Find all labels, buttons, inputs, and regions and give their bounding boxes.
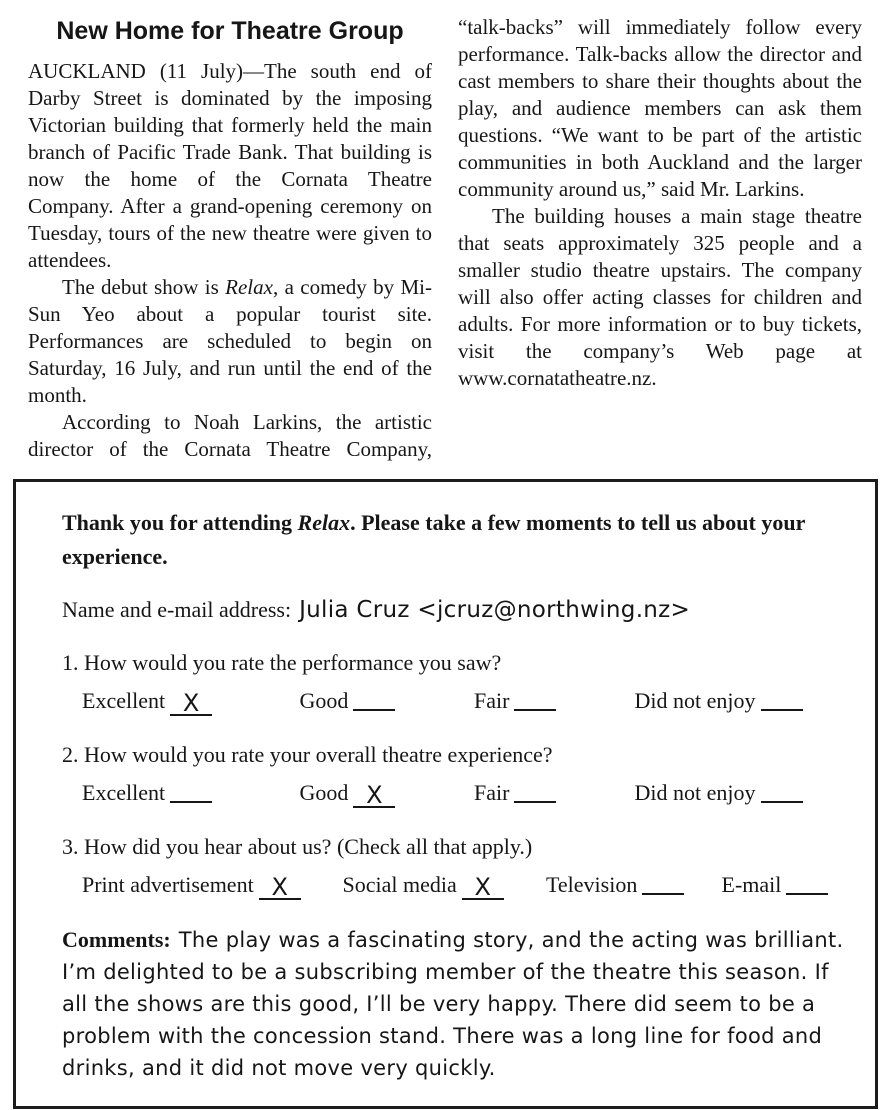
answer-blank: X — [353, 782, 395, 808]
article-paragraph — [28, 274, 432, 409]
option-fair — [474, 684, 629, 718]
name-email-value: Julia Cruz <jcruz@northwing.nz> — [299, 597, 691, 623]
question-2 — [62, 740, 845, 810]
article-paragraph: “talk-backs” will immediately follow every performance. Talk-backs allow the director and cast members to share their thoughts about the play, and audience members can ask them questions. “We want to be part of the artistic communities in both Auckland and the larger community around us,” said Mr. Larkins. — [458, 15, 862, 201]
question-1-options — [62, 684, 845, 718]
form-intro — [62, 506, 845, 574]
article — [0, 14, 890, 463]
question-2-options — [62, 776, 845, 810]
answer-blank — [170, 777, 212, 803]
answer-blank — [761, 685, 803, 711]
option-print-advertisement — [82, 868, 337, 902]
option-good — [300, 684, 469, 718]
answer-blank — [761, 777, 803, 803]
option-label: Excellent — [82, 780, 166, 805]
option-label: Print advertisement — [82, 872, 254, 897]
option-label: Good — [299, 780, 349, 805]
option-label: Good — [299, 688, 349, 713]
article-paragraph: AUCKLAND (11 July)—The south end of Darby Street is dominated by the imposing Victorian building that formerly held the main branch of Pacific Trade Bank. That building is now the home of the Cornata Theatre Company. After a grand-opening ceremony on Tuesday, tours of the new theatre were given to attendees. — [28, 59, 432, 272]
question-3 — [62, 832, 845, 902]
intro-text: . Please take a few moments to tell us about your experience. — [62, 510, 805, 569]
option-excellent — [82, 684, 294, 718]
paragraph-text: The debut show is — [62, 275, 226, 299]
question-label: 1. How would you rate the performance you saw? — [62, 650, 502, 675]
option-excellent — [82, 776, 294, 810]
answer-blank — [353, 685, 395, 711]
option-label: Did not enjoy — [634, 688, 756, 713]
option-label: Excellent — [82, 688, 166, 713]
comments-label: Comments: — [62, 927, 171, 952]
name-email-label: Name and e-mail address: — [62, 597, 292, 622]
answer-blank — [786, 869, 828, 895]
option-label: Television — [546, 872, 638, 897]
article-column-left — [28, 14, 432, 463]
answer-blank: X — [170, 690, 212, 716]
question-label: 2. How would you rate your overall theatre experience? — [62, 742, 553, 767]
name-email-row — [62, 594, 845, 626]
answer-blank — [642, 869, 684, 895]
answer-blank: X — [462, 874, 504, 900]
option-label: Did not enjoy — [634, 780, 756, 805]
option-good — [300, 776, 469, 810]
option-did-not-enjoy — [635, 684, 803, 718]
answer-blank — [514, 685, 556, 711]
answer-blank: X — [259, 874, 301, 900]
article-title: New Home for Theatre Group — [56, 17, 404, 45]
option-label: Fair — [474, 780, 510, 805]
feedback-form — [13, 479, 878, 1109]
article-column-right — [458, 14, 862, 463]
comments-text: The play was a fascinating story, and the acting was brilliant. I’m delighted to be a subscribing member of the theatre this season. If all the shows are this good, I’ll be very happy. There did seem to be a problem with the concession stand. There was a long line for food and drinks, and it did not move very quickly. — [62, 928, 844, 1080]
option-social-media — [343, 868, 541, 902]
paragraph-text: , a comedy by Mi-Sun Yeo about a popular tourist site. Performances are scheduled to begin on Saturday, 16 July, and run until the end of the month. — [28, 275, 432, 407]
intro-text: Thank you for attending — [62, 510, 298, 535]
option-label: Social media — [342, 872, 457, 897]
article-paragraph: According to Noah Larkins, the artistic director of the Cornata Theatre Company, — [28, 410, 432, 461]
option-did-not-enjoy — [635, 776, 803, 810]
answer-blank — [514, 777, 556, 803]
question-label: 3. How did you hear about us? (Check all that apply.) — [62, 834, 533, 859]
comments-section — [62, 924, 845, 1084]
question-1 — [62, 648, 845, 718]
option-label: E-mail — [721, 872, 782, 897]
option-email — [722, 868, 829, 902]
option-label: Fair — [474, 688, 510, 713]
question-3-options — [62, 868, 845, 902]
option-fair — [474, 776, 629, 810]
option-television — [546, 868, 716, 902]
show-title-italic: Relax — [225, 275, 273, 299]
show-title-italic: Relax — [297, 510, 351, 535]
article-paragraph: The building houses a main stage theatre that seats approximately 325 people and a smaller studio theatre upstairs. The company will also offer acting classes for children and adults. For more information or to buy tickets, visit the company’s Web page at www.cornatatheatre.nz. — [458, 204, 862, 390]
